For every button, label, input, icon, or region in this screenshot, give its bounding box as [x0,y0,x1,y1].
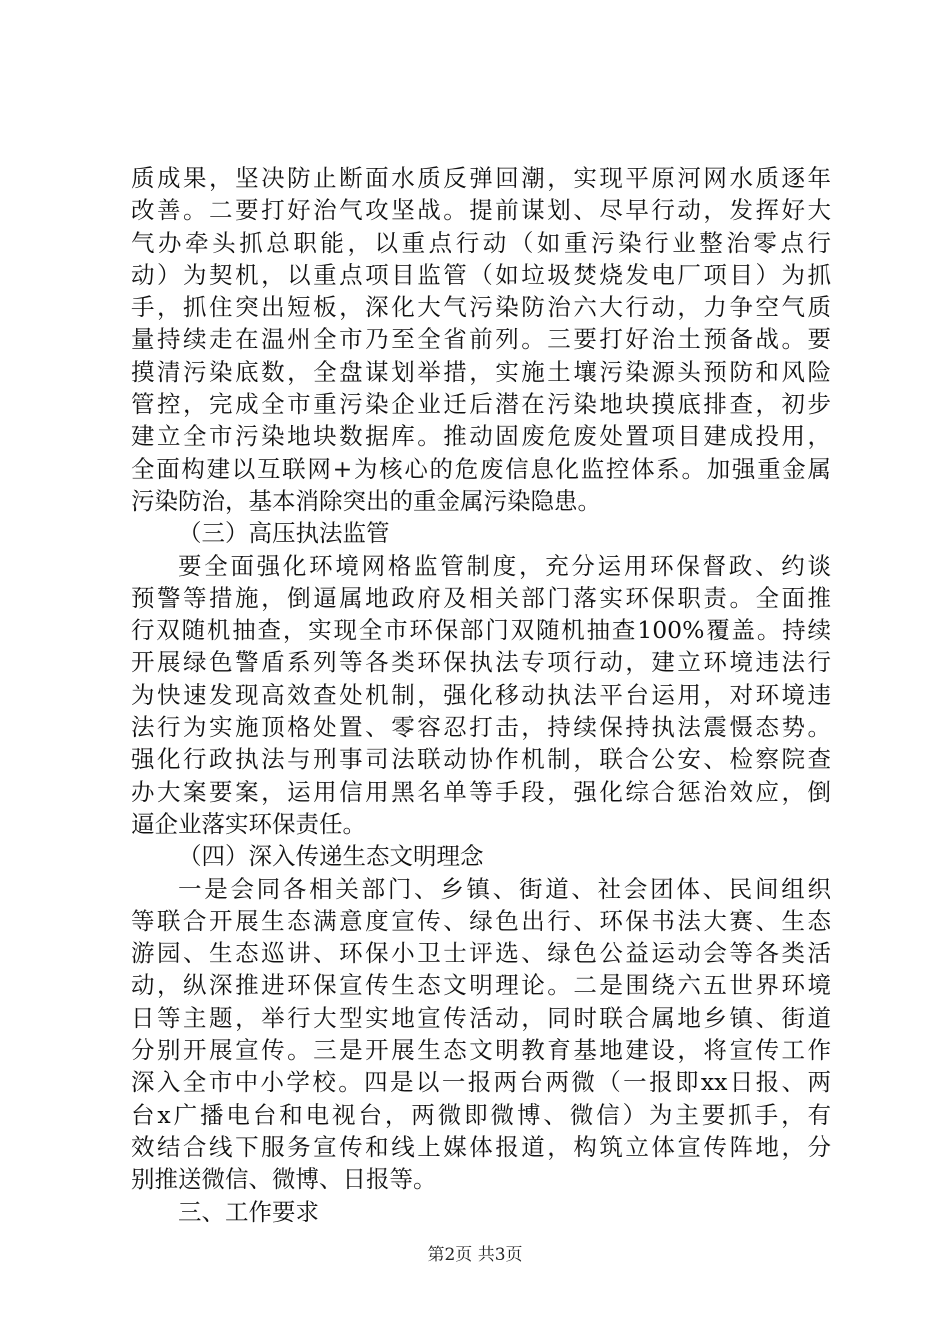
body-line: 动，纵深推进环保宣传生态文明理论。二是围绕六五世界环境 [131,971,831,1000]
body-line: 游园、生态巡讲、环保小卫士评选、绿色公益运动会等各类活 [131,939,831,968]
body-line: 改善。二要打好治气攻坚战。提前谋划、尽早行动，发挥好大 [131,196,831,225]
body-line: 建立全市污染地块数据库。推动固废危废处置项目建成投用， [131,422,831,451]
body-line: 要全面强化环境网格监管制度，充分运用环保督政、约谈 [178,551,831,580]
document-body [131,162,831,1228]
body-line: 为快速发现高效查处机制，强化移动执法平台运用，对环境违 [131,680,831,709]
body-line: 开展绿色警盾系列等各类环保执法专项行动，建立环境违法行 [131,648,831,677]
body-line: 深入全市中小学校。四是以一报两台两微（一报即xx日报、两 [131,1068,831,1097]
body-line: 别推送微信、微博、日报等。 [131,1165,437,1194]
body-line: 预警等措施，倒逼属地政府及相关部门落实环保职责。全面推 [131,583,831,612]
body-line: 效结合线下服务宣传和线上媒体报道，构筑立体宣传阵地，分 [131,1132,831,1161]
body-line: 台x广播电台和电视台，两微即微博、微信）为主要抓手，有 [131,1100,831,1129]
body-line: 逼企业落实环保责任。 [131,809,366,838]
section-heading: （四）深入传递生态文明理念 [178,842,484,871]
body-line: 法行为实施顶格处置、零容忍打击，持续保持执法震慑态势。 [131,713,831,742]
body-line: 一是会同各相关部门、乡镇、街道、社会团体、民间组织 [178,874,831,903]
body-line: 行双随机抽查，实现全市环保部门双随机抽查100%覆盖。持续 [131,616,831,645]
body-line: 气办牵头抓总职能，以重点行动（如重污染行业整治零点行 [131,228,831,257]
section-heading: 三、工作要求 [178,1197,319,1226]
page-footer: 第2页 共3页 [427,1245,523,1265]
section-heading: （三）高压执法监管 [178,519,390,548]
body-line: 管控，完成全市重污染企业迁后潜在污染地块摸底排查，初步 [131,390,831,419]
body-line: 日等主题，举行大型实地宣传活动，同时联合属地乡镇、街道 [131,1003,831,1032]
body-line: 全面构建以互联网+为核心的危废信息化监控体系。加强重金属 [131,454,831,483]
body-line: 量持续走在温州全市乃至全省前列。三要打好治土预备战。要 [131,325,831,354]
body-line: 办大案要案，运用信用黑名单等手段，强化综合惩治效应，倒 [131,777,831,806]
body-line: 动）为契机，以重点项目监管（如垃圾焚烧发电厂项目）为抓 [131,260,831,289]
body-line: 手，抓住突出短板，深化大气污染防治六大行动，力争空气质 [131,293,831,322]
body-line: 强化行政执法与刑事司法联动协作机制，联合公安、检察院查 [131,745,831,774]
body-line: 等联合开展生态满意度宣传、绿色出行、环保书法大赛、生态 [131,906,831,935]
body-line: 分别开展宣传。三是开展生态文明教育基地建设，将宣传工作 [131,1036,831,1065]
body-line: 污染防治，基本消除突出的重金属污染隐患。 [131,486,601,515]
body-line: 质成果，坚决防止断面水质反弹回潮，实现平原河网水质逐年 [131,164,831,192]
body-line: 摸清污染底数，全盘谋划举措，实施土壤污染源头预防和风险 [131,357,831,386]
